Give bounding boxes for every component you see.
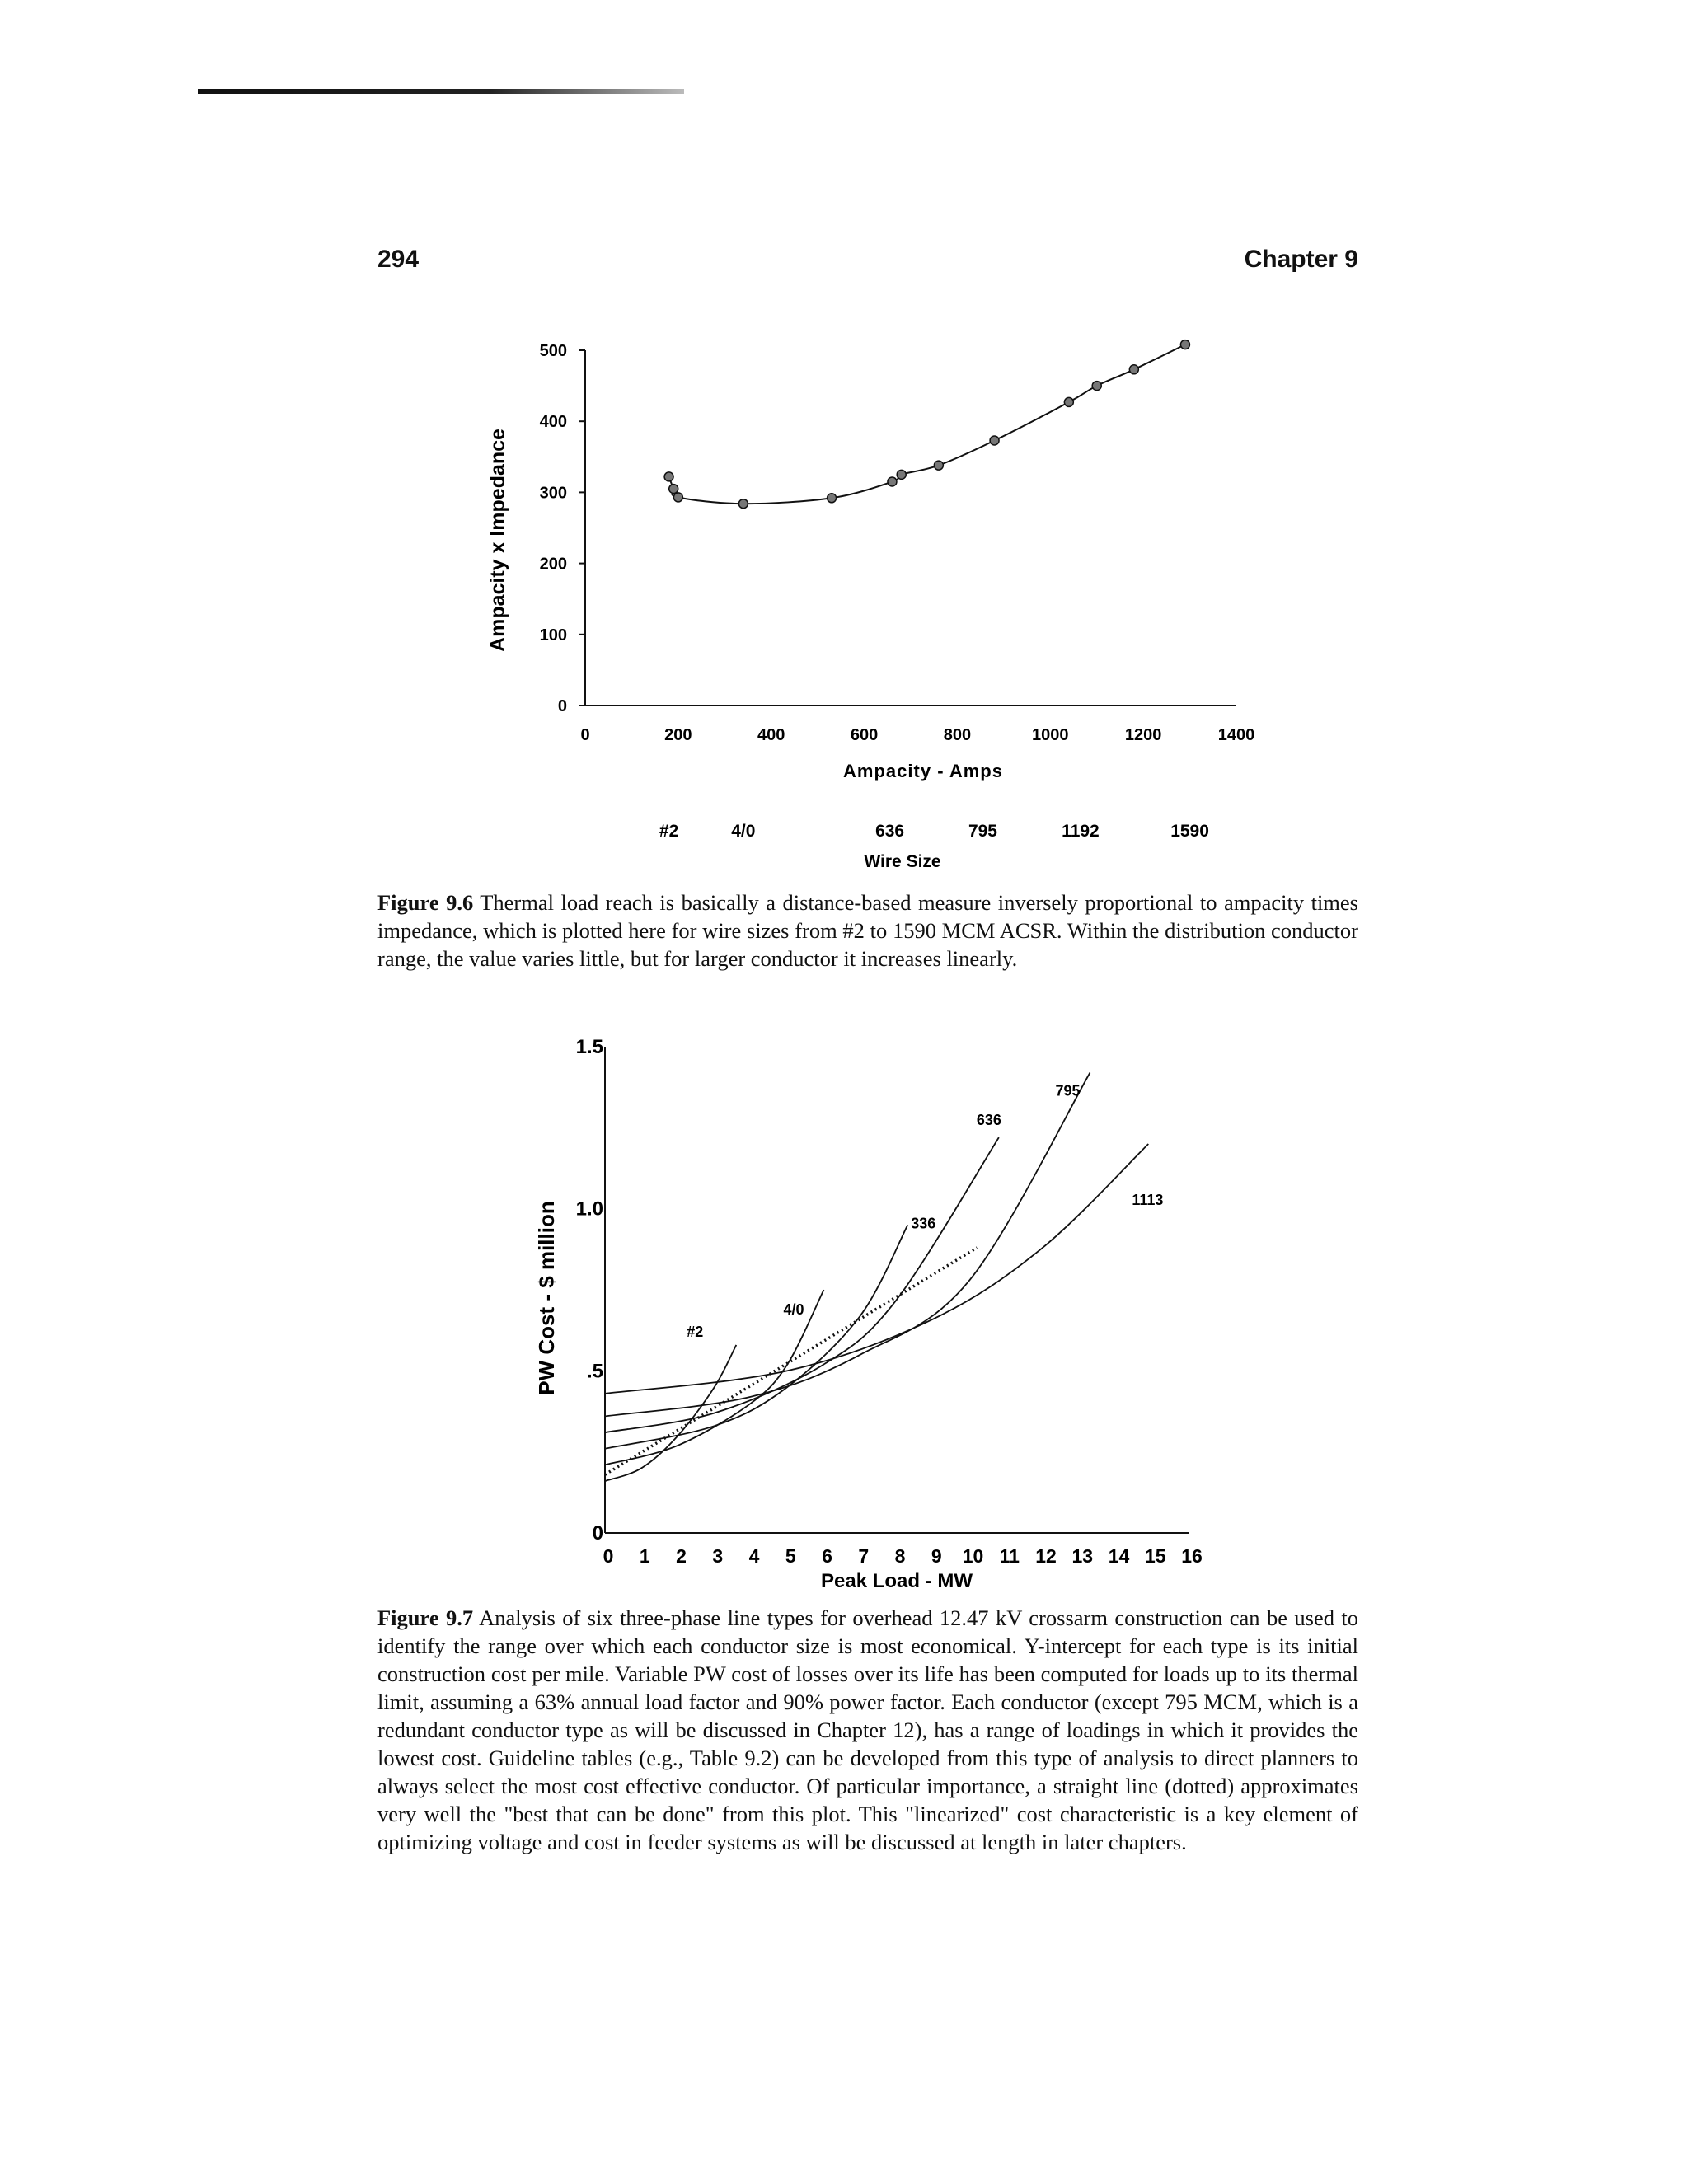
fig1-x-tick-label: 400: [757, 726, 785, 744]
fig2-series-label: 336: [911, 1215, 936, 1232]
fig2-series-label: 1113: [1132, 1192, 1164, 1208]
fig2-x-tick-label: 10: [962, 1545, 984, 1567]
figure-9-6-caption-text: Thermal load reach is basically a distance-based measure inversely proportional to ampacity times impedance, which is plotted here for wire sizes from #2 to 1590 MCM ACSR. Within the distribution conductor range, the value varies little, but for larger conductor it increases linearly.: [377, 890, 1358, 971]
fig1-wire-size-label: 1590: [1170, 822, 1209, 841]
fig2-y-tick-label: 0: [592, 1522, 603, 1544]
fig1-x-tick-label: 1400: [1217, 726, 1255, 744]
fig1-x-tick-label: 800: [943, 726, 972, 744]
page-number: 294: [377, 246, 420, 273]
fig2-y-tick-label: .5: [586, 1360, 603, 1383]
fig2-x-tick-label: 4: [748, 1545, 760, 1567]
fig1-y-tick-label: 0: [557, 697, 567, 715]
fig1-wire-size-title: Wire Size: [864, 852, 941, 871]
fig2-series-label: 4/0: [783, 1301, 804, 1318]
fig1-y-tick-label: 400: [539, 413, 567, 432]
fig2-x-tick-label: 8: [894, 1545, 906, 1567]
fig2-x-tick-label: 16: [1181, 1545, 1203, 1567]
figure-9-7-label: Figure 9.7: [377, 1605, 474, 1630]
fig1-y-tick-label: 500: [539, 342, 567, 360]
fig1-wire-size-label: #2: [659, 822, 679, 841]
figure-9-7-caption: [377, 1604, 1358, 1856]
fig2-x-tick-label: 0: [603, 1545, 614, 1567]
fig1-wire-size-label: 1192: [1062, 822, 1100, 841]
fig2-x-tick-label: 14: [1108, 1545, 1130, 1567]
fig1-x-axis-title: Ampacity - Amps: [843, 761, 1003, 781]
fig2-series-line: [605, 1144, 1148, 1394]
fig1-y-tick-label: 200: [539, 555, 567, 574]
fig2-series-label: 636: [976, 1112, 1001, 1129]
fig1-y-tick-label: 100: [539, 626, 567, 644]
fig2-series-label: 795: [1055, 1082, 1081, 1099]
fig2-linear-approx-line: [605, 1248, 977, 1474]
figure-9-7-caption-text: Analysis of six three-phase line types for overhead 12.47 kV crossarm construction can be used to identify the range over which each conductor size is most economical. Y-intercept for each type is its initial construction cost per mile. Variable PW cost of losses over its life has been computed for loads up to its thermal limit, assuming a 63% annual load factor and 90% power factor. Each conductor (except 795 MCM, which is a redundant conductor type as will be discussed in Chapter 12), has a range of loadings in which it provides the lowest cost. Guideline tables (e.g., Table 9.2) can be developed from this type of analysis to direct planners to always select the most cost effective conductor. Of particular importance, a straight line (dotted) approximates very well the "best that can be done" from this plot. This "linearized" cost characteristic is a key element of optimizing voltage and cost in feeder systems as will be discussed at length in later chapters.: [377, 1605, 1358, 1854]
fig1-wire-size-label: 636: [875, 822, 905, 841]
fig1-x-tick-label: 200: [664, 726, 692, 744]
fig2-x-tick-label: 6: [822, 1545, 832, 1567]
fig1-x-tick-label: 0: [580, 726, 590, 744]
fig2-y-tick-label: 1.5: [575, 1036, 603, 1058]
fig2-x-tick-label: 3: [712, 1545, 724, 1567]
fig2-x-tick-label: 2: [676, 1545, 687, 1567]
fig2-x-axis-title: Peak Load - MW: [820, 1570, 973, 1592]
fig2-x-tick-label: 9: [931, 1545, 942, 1567]
fig1-x-tick-label: 600: [850, 726, 879, 744]
fig2-series-line: [605, 1073, 1090, 1417]
fig2-x-tick-label: 15: [1144, 1545, 1166, 1567]
fig2-y-axis-title: PW Cost - $ million: [534, 1201, 559, 1395]
figure-9-6-label: Figure 9.6: [377, 890, 474, 915]
fig1-x-tick-label: 1000: [1032, 726, 1069, 744]
chapter-label: Chapter 9: [1244, 246, 1358, 273]
fig2-x-tick-label: 7: [858, 1545, 870, 1567]
fig1-x-tick-label: 1200: [1124, 726, 1162, 744]
fig2-series-label: #2: [687, 1323, 704, 1340]
fig1-y-axis-title: Ampacity x Impedance: [486, 429, 509, 652]
fig2-y-tick-label: 1.0: [575, 1197, 603, 1221]
fig2-x-tick-label: 11: [999, 1545, 1020, 1567]
fig1-wire-size-label: 4/0: [731, 822, 756, 841]
fig2-x-tick-label: 1: [639, 1545, 650, 1567]
fig1-wire-size-label: 795: [968, 822, 997, 841]
fig1-y-tick-label: 300: [539, 484, 567, 503]
fig2-x-tick-label: 12: [1035, 1545, 1057, 1567]
fig2-x-tick-label: 5: [785, 1545, 796, 1567]
fig2-x-tick-label: 13: [1071, 1545, 1094, 1567]
